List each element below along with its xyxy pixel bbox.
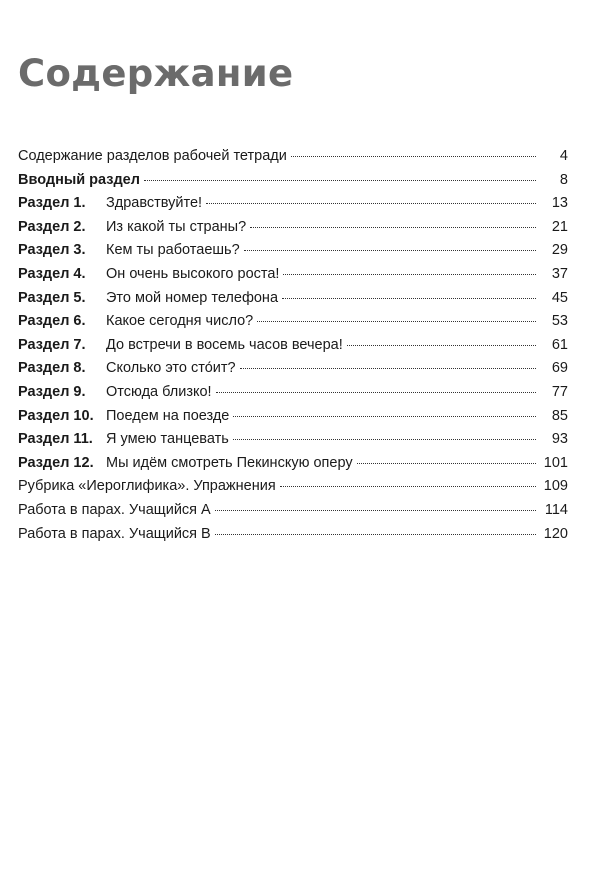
toc-entry[interactable] [18, 239, 568, 263]
toc-page-number: 69 [551, 360, 568, 377]
toc-section-number: Раздел 8. [18, 360, 86, 377]
toc-leader-dots [257, 321, 536, 322]
toc-entry[interactable] [18, 475, 568, 499]
toc-page-number: 114 [544, 501, 568, 518]
toc-entry-title: Работа в парах. Учащийся В [18, 525, 211, 542]
toc-section-number: Раздел 11. [18, 431, 93, 448]
toc-entry-title: Содержание разделов рабочей тетради [18, 148, 287, 164]
toc-leader-dots [244, 250, 536, 251]
toc-leader-dots [144, 180, 536, 181]
toc-leader-dots [280, 486, 536, 487]
toc-page-number: 93 [551, 431, 568, 448]
toc-entry[interactable] [18, 499, 568, 523]
toc-entry-title: Это мой номер телефона [106, 289, 279, 306]
toc-page-number: 53 [551, 313, 568, 330]
toc-leader-dots [206, 203, 536, 204]
toc-leader-dots [233, 439, 536, 440]
toc-entry-title: Отсюда близко! [106, 383, 212, 400]
toc-entry-title: До встречи в восемь часов вечера! [106, 336, 343, 353]
toc-entry[interactable] [18, 145, 568, 169]
toc-entry[interactable] [18, 428, 568, 452]
toc-page-number: 37 [551, 265, 568, 282]
toc-leader-dots [240, 368, 536, 369]
toc-section-number: Раздел 7. [18, 336, 86, 353]
toc-page-number: 85 [551, 407, 568, 424]
toc-leader-dots [283, 274, 536, 275]
toc-page-number: 109 [543, 478, 568, 495]
toc-entry[interactable] [18, 405, 568, 429]
toc-section-number: Раздел 2. [18, 218, 86, 235]
toc-section-number: Раздел 1. [18, 195, 86, 212]
toc-section-number: Раздел 12. [18, 454, 94, 471]
toc-leader-dots [250, 227, 536, 228]
toc-leader-dots [282, 298, 536, 299]
toc-entry-title: Мы идём смотреть Пекинскую оперу [106, 454, 353, 471]
toc-section-number: Раздел 9. [18, 383, 86, 400]
toc-entry-title: Я умею танцевать [106, 431, 229, 448]
toc-leader-dots [357, 463, 536, 464]
toc-entry[interactable] [18, 287, 568, 311]
toc-entry-title: Сколько это сто́ит? [106, 360, 236, 377]
toc-page-number: 8 [559, 171, 568, 188]
toc-page-number: 13 [551, 195, 568, 212]
toc-leader-dots [347, 345, 536, 346]
toc-entry[interactable] [18, 192, 568, 216]
toc-entry[interactable] [18, 381, 568, 405]
toc-entry[interactable] [18, 334, 568, 358]
toc-entry[interactable] [18, 310, 568, 334]
toc-page-number: 4 [559, 148, 568, 164]
toc-section-number: Раздел 10. [18, 407, 94, 424]
toc-section-number: Раздел 6. [18, 313, 86, 330]
toc-section-number: Раздел 4. [18, 265, 86, 282]
toc-entry[interactable] [18, 452, 568, 476]
toc-entry-title: Он очень высокого роста! [106, 265, 280, 282]
toc-leader-dots [216, 392, 536, 393]
toc-entry-title: Кем ты работаешь? [106, 242, 240, 259]
toc-entry-title: Здравствуйте! [106, 195, 203, 212]
toc-section-number: Раздел 3. [18, 242, 86, 259]
toc-entry[interactable] [18, 216, 568, 240]
toc-page-number: 61 [551, 336, 568, 353]
toc-page-number: 101 [543, 454, 568, 471]
toc-page-number: 45 [551, 289, 568, 306]
toc-page-number: 120 [543, 525, 568, 542]
toc-leader-dots [215, 534, 536, 535]
toc-entry[interactable] [18, 263, 568, 287]
toc-entry-title: Из какой ты страны? [106, 218, 247, 235]
toc-entry-title: Какое сегодня число? [106, 313, 254, 330]
toc-entry-title: Поедем на поезде [106, 407, 230, 424]
page-title: Содержание [18, 52, 294, 95]
toc-leader-dots [233, 416, 536, 417]
toc-entry-title: Вводный раздел [18, 171, 140, 188]
toc-page-number: 77 [551, 383, 568, 400]
toc-page-number: 21 [551, 218, 568, 235]
toc-entry[interactable] [18, 169, 568, 193]
toc-entry[interactable] [18, 357, 568, 381]
toc-page-number: 29 [551, 242, 568, 259]
toc-section-number: Раздел 5. [18, 289, 86, 306]
toc-entry-title: Работа в парах. Учащийся А [18, 501, 211, 518]
toc-entry-title: Рубрика «Иероглифика». Упражнения [18, 478, 276, 495]
toc-leader-dots [215, 510, 536, 511]
toc-leader-dots [291, 156, 536, 157]
toc-entry[interactable] [18, 523, 568, 547]
table-of-contents [18, 145, 568, 546]
